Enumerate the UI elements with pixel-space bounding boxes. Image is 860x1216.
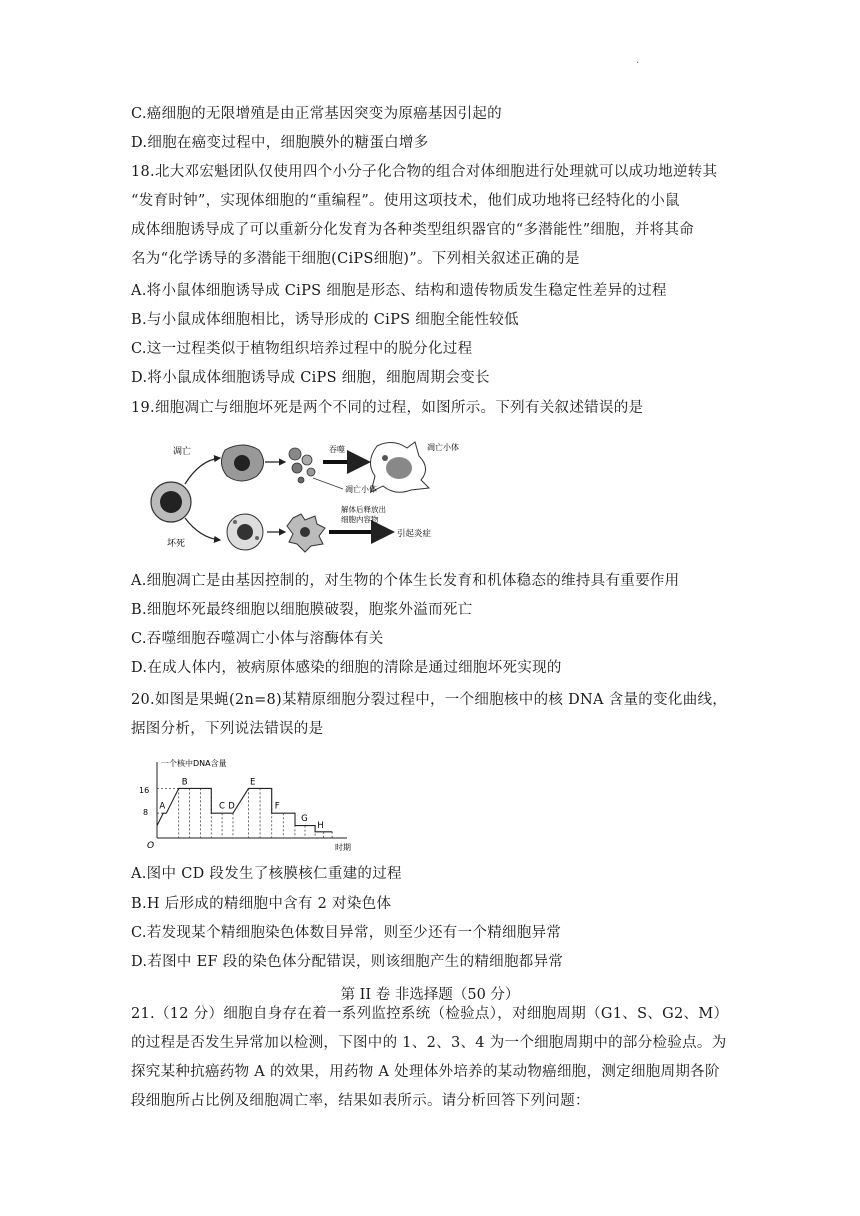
segment-label-c: C bbox=[219, 801, 225, 812]
segment-label-g: G bbox=[301, 813, 308, 824]
q18-option-c: C.这一过程类似于植物组织培养过程中的脱分化过程 bbox=[131, 341, 473, 357]
part2-title: 第 II 卷 非选择题（50 分） bbox=[340, 987, 520, 1003]
dna-content-chart bbox=[135, 756, 375, 852]
segment-label-e: E bbox=[250, 777, 256, 788]
y-axis-title: 一个核中DNA含量 bbox=[161, 759, 227, 768]
origin-label: O bbox=[147, 841, 155, 851]
apoptosis-label: 凋亡 bbox=[173, 447, 192, 457]
x-axis-title: 时期 bbox=[335, 843, 351, 852]
q21-stem-line: 21.（12 分）细胞自身存在着一系列监控系统（检验点），对细胞周期（G1、S、G2、M） bbox=[131, 1006, 729, 1022]
q18-option-d: D.将小鼠成体细胞诱导成 CiPS 细胞，细胞周期会变长 bbox=[131, 370, 490, 386]
q18-stem-line: 成体细胞诱导成了可以重新分化发育为各种类型组织器官的“多潜能性”细胞，并将其命 bbox=[131, 222, 695, 238]
segment-label-a: A bbox=[159, 801, 166, 812]
apoptotic-cell bbox=[221, 445, 263, 481]
segment-label-d: D bbox=[228, 801, 235, 812]
q18-stem-line: 18.北大邓宏魁团队仅使用四个小分子化合物的组合对体细胞进行处理就可以成功地逆转其 bbox=[131, 164, 718, 180]
q20-option-b: B.H 后形成的精细胞中含有 2 对染色体 bbox=[131, 896, 392, 912]
swelling-cell bbox=[227, 514, 263, 550]
ruptured-cell bbox=[287, 514, 325, 552]
y-tick-16: 16 bbox=[139, 786, 150, 795]
q19-option-b: B.细胞坏死最终细胞以细胞膜破裂，胞浆外溢而死亡 bbox=[131, 602, 473, 618]
y-tick-8: 8 bbox=[143, 808, 149, 817]
q18-stem-line: “发育时钟”，实现体细胞的“重编程”。使用这项技术，他们成功地将已经特化的小鼠 bbox=[131, 193, 680, 209]
q20-stem-line: 20.如图是果蝇(2n=8)某精原细胞分裂过程中，一个细胞核中的核 DNA 含量的变化曲线， bbox=[131, 692, 728, 708]
necrosis-branch-arrow bbox=[185, 518, 220, 540]
necrosis-label: 坏死 bbox=[167, 539, 186, 549]
apoptotic-body-label-a: 凋亡小体 bbox=[427, 443, 459, 452]
q19-option-d: D.在成人体内，被病原体感染的细胞的清除是通过细胞坏死实现的 bbox=[131, 660, 562, 676]
dna-curve bbox=[157, 788, 332, 831]
q18-option-a: A.将小鼠体细胞诱导成 CiPS 细胞是形态、结构和遗传物质发生稳定性差异的过程 bbox=[131, 283, 667, 299]
q21-stem-line: 探究某种抗癌药物 A 的效果，用药物 A 处理体外培养的某动物癌细胞，测定细胞周期各阶 bbox=[131, 1064, 720, 1080]
release-label-1: 解体后释放出 bbox=[341, 505, 386, 514]
q18-option-b: B.与小鼠成体细胞相比，诱导形成的 CiPS 细胞全能性较低 bbox=[131, 312, 519, 328]
q21-stem-line: 的过程是否发生异常加以检测，下图中的 1、2、3、4 为一个细胞周期中的部分检验点。为 bbox=[131, 1035, 727, 1051]
release-label-2: 细胞内容物 bbox=[341, 515, 379, 524]
q17-option-d: D.细胞在癌变过程中，细胞膜外的糖蛋白增多 bbox=[131, 135, 429, 151]
q19-stem: 19.细胞凋亡与细胞坏死是两个不同的过程，如图所示。下列有关叙述错误的是 bbox=[131, 400, 644, 416]
inflammation-label: 引起炎症 bbox=[397, 529, 432, 539]
q21-stem-line: 段细胞所占比例及细胞凋亡率，结果如表所示。请分析回答下列问题： bbox=[131, 1093, 590, 1109]
original-cell bbox=[151, 482, 191, 522]
q20-option-c: C.若发现某个精细胞染色体数目异常，则至少还有一个精细胞异常 bbox=[131, 925, 562, 941]
apoptosis-branch-arrow bbox=[185, 458, 220, 484]
q19-option-c: C.吞噬细胞吞噬凋亡小体与溶酶体有关 bbox=[131, 631, 384, 647]
q20-stem-line: 据图分析，下列说法错误的是 bbox=[131, 721, 324, 737]
q19-option-a: A.细胞凋亡是由基因控制的，对生物的个体生长发育和机体稳态的维持具有重要作用 bbox=[131, 573, 680, 589]
apoptotic-body-label-b: 凋亡小体 bbox=[345, 485, 377, 494]
q20-option-d: D.若图中 EF 段的染色体分配错误，则该细胞产生的精细胞都异常 bbox=[131, 954, 564, 970]
apoptosis-necrosis-figure bbox=[145, 438, 465, 558]
segment-label-f: F bbox=[274, 801, 280, 812]
segment-label-h: H bbox=[317, 820, 324, 831]
engulf-label: 吞噬 bbox=[329, 445, 345, 454]
header-mark: · bbox=[636, 58, 640, 69]
q17-option-c: C.癌细胞的无限增殖是由正常基因突变为原癌基因引起的 bbox=[131, 106, 502, 122]
segment-label-b: B bbox=[181, 777, 188, 788]
apoptotic-bodies-cluster bbox=[289, 448, 315, 483]
phagocyte bbox=[370, 442, 429, 492]
q18-stem-line: 名为“化学诱导的多潜能干细胞(CiPS细胞)”。下列相关叙述正确的是 bbox=[131, 251, 580, 267]
q20-option-a: A.图中 CD 段发生了核膜核仁重建的过程 bbox=[131, 866, 402, 882]
